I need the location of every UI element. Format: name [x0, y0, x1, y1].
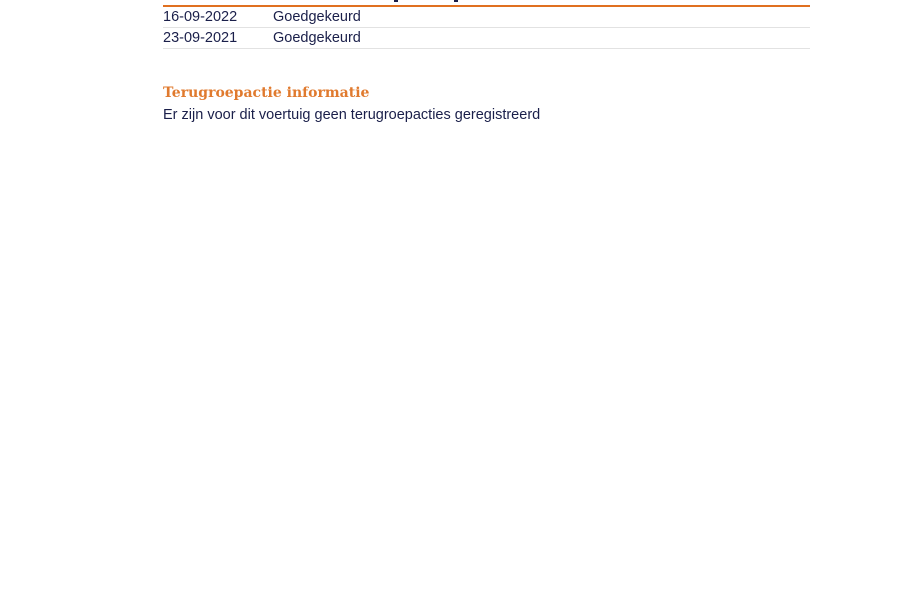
inspection-date: 23-09-2021 — [163, 30, 238, 46]
inspection-history-table — [163, 0, 810, 49]
table-row — [163, 7, 810, 28]
inspection-result: Goedgekeurd — [273, 30, 361, 46]
inspection-date: 16-09-2022 — [163, 9, 238, 25]
inspection-result: Goedgekeurd — [273, 9, 361, 25]
table-row — [163, 28, 810, 49]
recall-section-title: Terugroepactie informatie — [163, 85, 370, 101]
recall-section-text: Er zijn voor dit voertuig geen terugroepacties geregistreerd — [163, 107, 541, 123]
